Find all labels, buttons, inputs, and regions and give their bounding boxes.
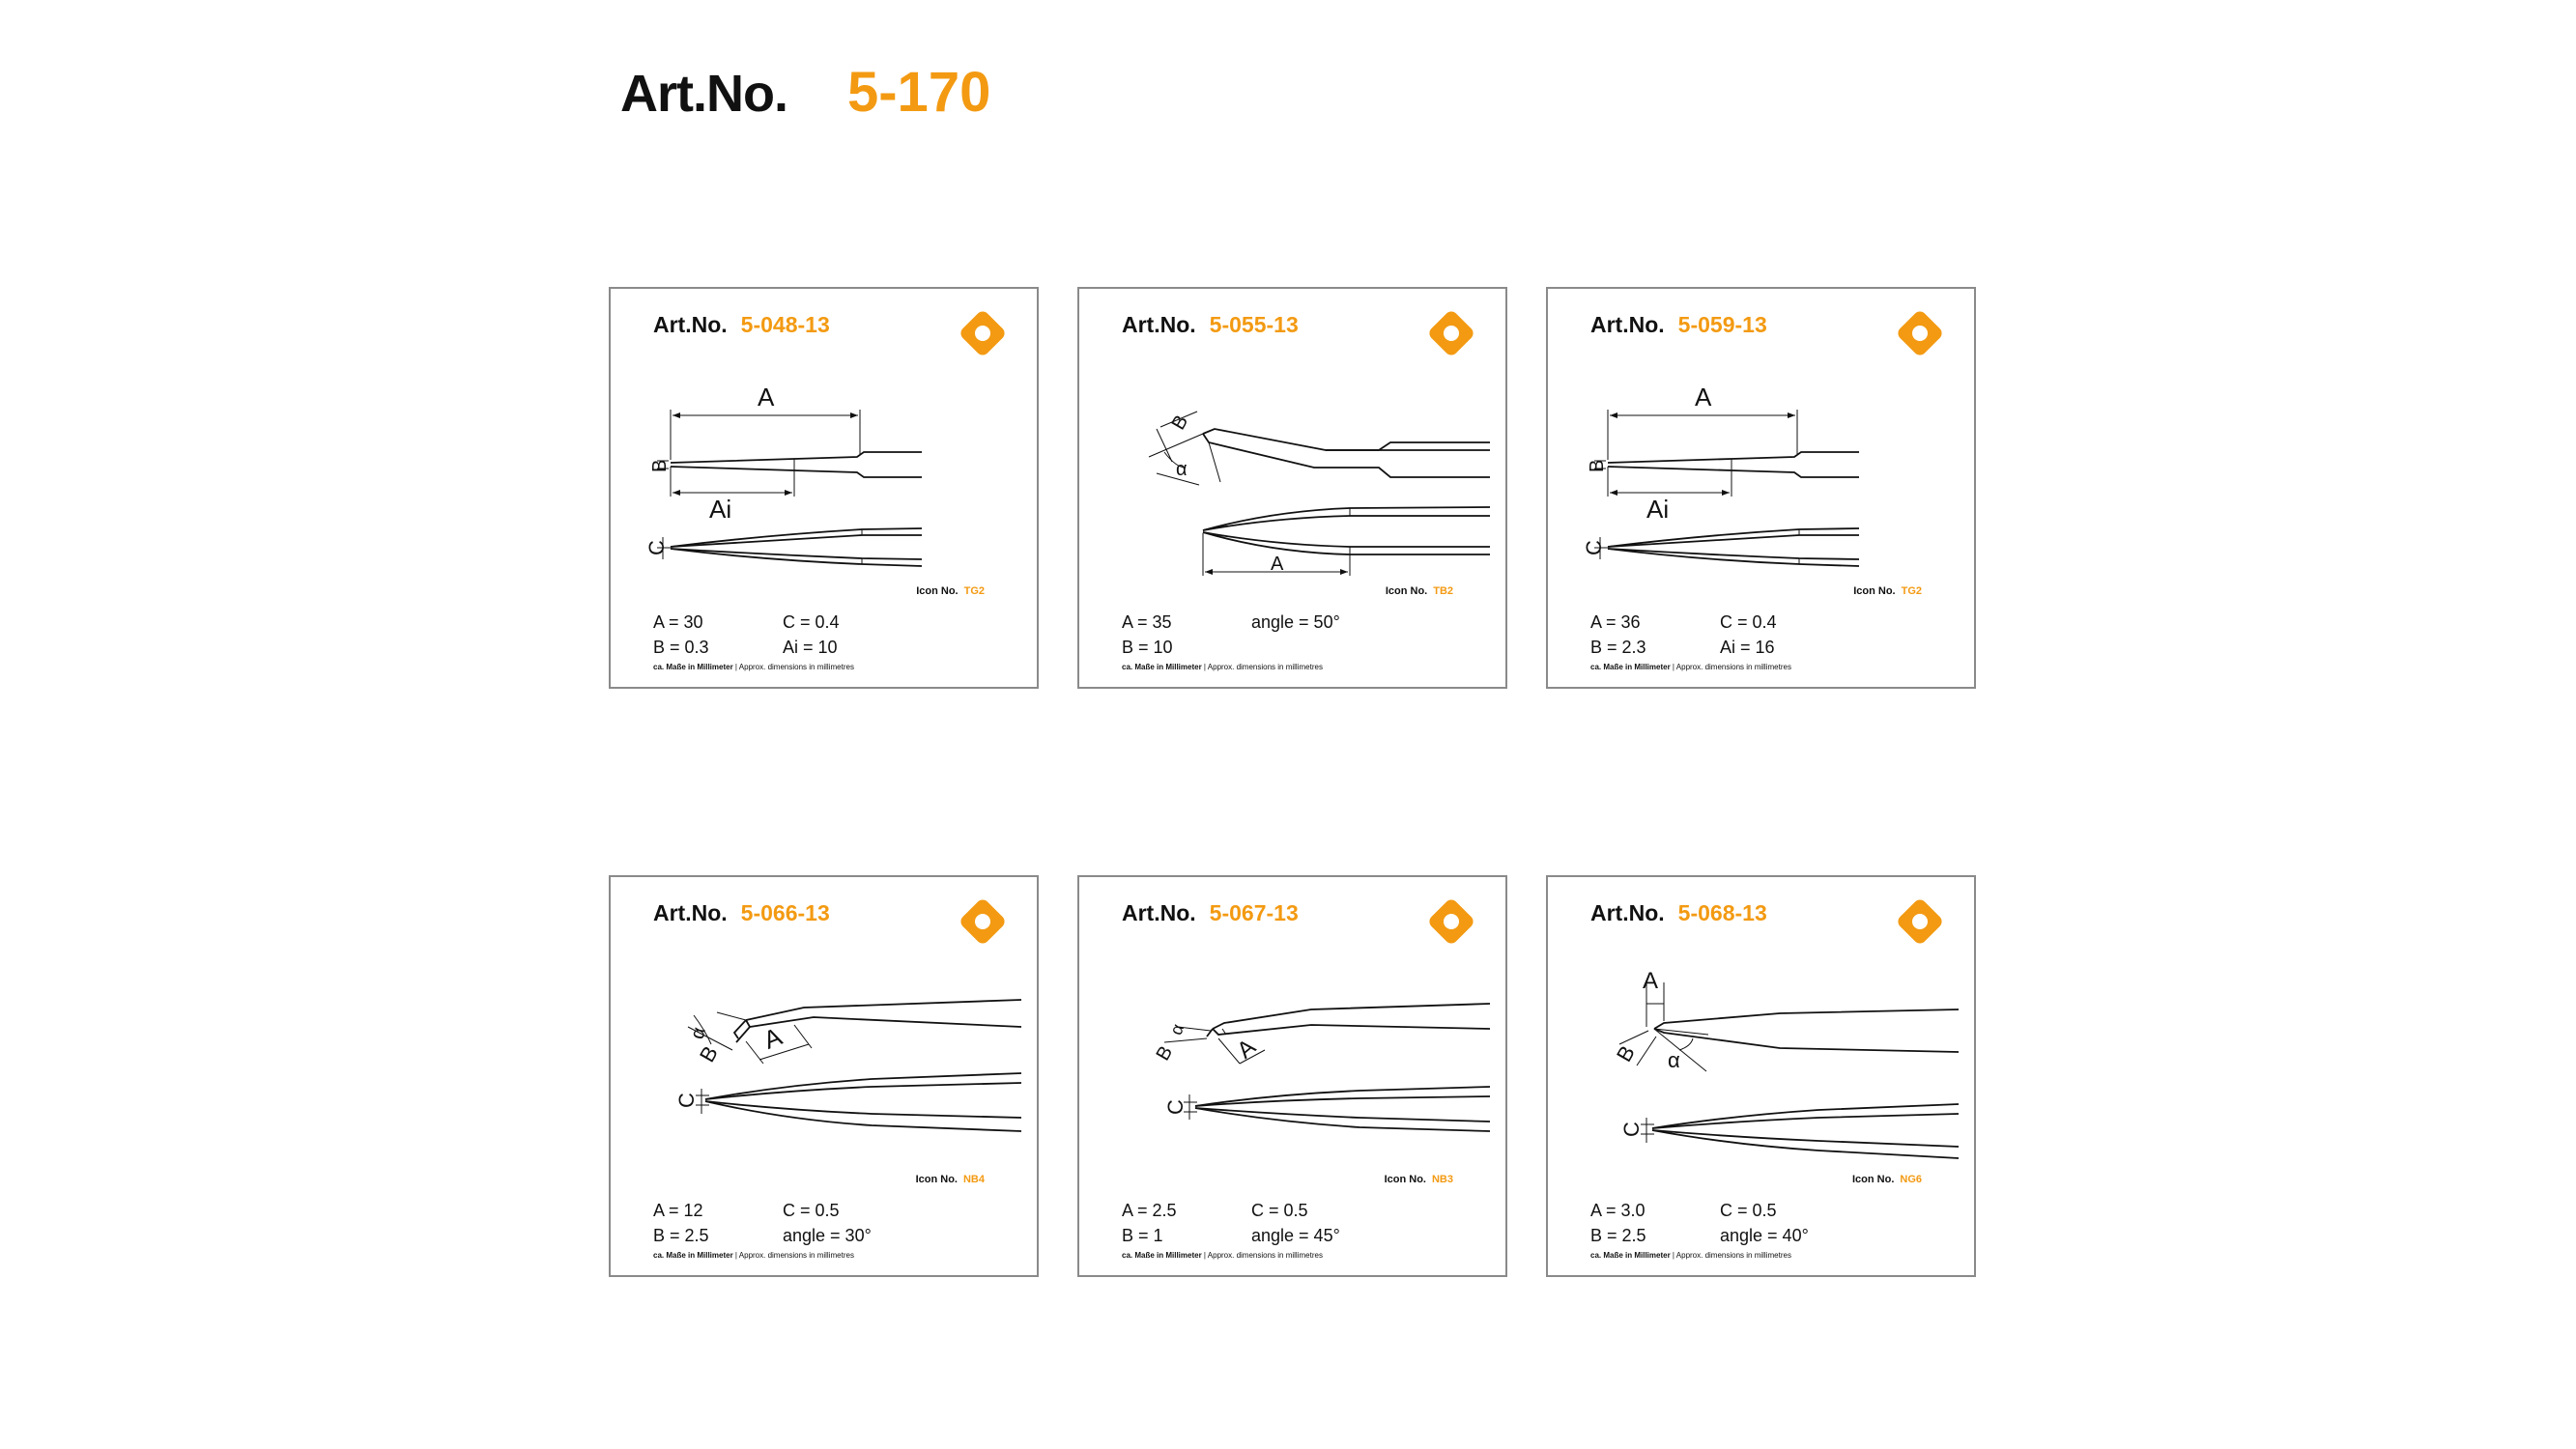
header-article-number: 5-170: [846, 61, 991, 124]
dim-label-A: A: [1232, 1034, 1261, 1065]
spec-value: C = 0.4: [1720, 612, 1777, 632]
spec-value: C = 0.5: [1720, 1201, 1777, 1220]
dim-label-C: C: [1163, 1099, 1188, 1115]
spec-value: C = 0.5: [783, 1201, 840, 1220]
card-article: [1590, 900, 1767, 926]
dim-label-A: A: [758, 1021, 787, 1055]
icon-number: Icon No. TG2: [1853, 585, 1922, 597]
dim-label-C: C: [644, 540, 669, 555]
spec-value: B = 1: [1122, 1226, 1163, 1245]
spec-value: A = 35: [1122, 612, 1172, 632]
spec-value: A = 36: [1590, 612, 1641, 632]
dim-label-C: C: [1582, 540, 1606, 555]
card-art-label: Art.No.: [1122, 900, 1196, 925]
tip-shape-icon: [1895, 308, 1945, 358]
product-card-5-055-13[interactable]: [1077, 287, 1507, 689]
spec-value: B = 10: [1122, 638, 1173, 657]
tweezer-drawing: [649, 959, 1021, 1181]
dim-label-B: B: [1152, 1042, 1178, 1065]
dim-label-B: B: [1587, 459, 1608, 472]
dim-label-A: A: [1643, 968, 1659, 994]
icon-number: Icon No. NB4: [915, 1174, 985, 1185]
card-art-number: 5-066-13: [740, 900, 830, 925]
card-article: [653, 900, 830, 926]
spec-value: angle = 30°: [783, 1226, 872, 1245]
header-label: Art.No.: [620, 65, 787, 123]
card-art-label: Art.No.: [653, 900, 728, 925]
spec-value: angle = 50°: [1251, 612, 1340, 632]
card-art-number: 5-055-13: [1209, 312, 1299, 337]
dim-label-B: B: [1611, 1041, 1640, 1066]
page-header: [620, 60, 990, 128]
product-card-5-066-13[interactable]: [609, 875, 1039, 1277]
dim-label-alpha: α: [686, 1025, 710, 1042]
spec-value: Ai = 10: [783, 638, 838, 657]
card-article: [1122, 900, 1299, 926]
spec-value: angle = 45°: [1251, 1226, 1340, 1245]
card-art-label: Art.No.: [1122, 312, 1196, 337]
spec-value: A = 12: [653, 1201, 703, 1220]
product-card-5-048-13[interactable]: [609, 287, 1039, 689]
spec-value: angle = 40°: [1720, 1226, 1809, 1245]
dim-label-A: A: [758, 383, 775, 412]
tweezer-drawing: [1118, 371, 1490, 593]
card-article: [1590, 312, 1767, 338]
card-article: [1122, 312, 1299, 338]
spec-value: B = 2.5: [1590, 1226, 1646, 1245]
spec-value: A = 30: [653, 612, 703, 632]
icon-number: Icon No. TG2: [916, 585, 985, 597]
spec-value: A = 2.5: [1122, 1201, 1177, 1220]
dim-label-C: C: [674, 1093, 699, 1108]
spec-value: Ai = 16: [1720, 638, 1775, 657]
card-art-label: Art.No.: [1590, 312, 1665, 337]
dim-label-Ai: Ai: [709, 495, 732, 524]
dim-label-alpha: α: [1176, 459, 1188, 480]
product-card-5-068-13[interactable]: [1546, 875, 1976, 1277]
tip-shape-icon: [1426, 896, 1476, 947]
card-art-label: Art.No.: [1590, 900, 1665, 925]
dim-label-B: B: [694, 1041, 723, 1066]
dimensions-note: ca. Maße in Millimeter | Approx. dimensions in millimetres: [1122, 1251, 1323, 1260]
dim-label-B: B: [649, 459, 671, 472]
dim-label-A: A: [1271, 554, 1284, 575]
product-card-5-067-13[interactable]: [1077, 875, 1507, 1277]
tip-shape-icon: [958, 896, 1008, 947]
dim-label-B: B: [1167, 412, 1193, 434]
tweezer-drawing: [1582, 371, 1959, 593]
tweezer-drawing: [1587, 959, 1959, 1181]
spec-value: C = 0.5: [1251, 1201, 1308, 1220]
tweezer-drawing: [1118, 959, 1490, 1181]
card-art-number: 5-067-13: [1209, 900, 1299, 925]
card-art-number: 5-048-13: [740, 312, 830, 337]
dimensions-note: ca. Maße in Millimeter | Approx. dimensions in millimetres: [1122, 663, 1323, 671]
tip-shape-icon: [1895, 896, 1945, 947]
dim-label-A: A: [1695, 383, 1712, 412]
product-card-5-059-13[interactable]: [1546, 287, 1976, 689]
spec-value: B = 2.5: [653, 1226, 709, 1245]
tip-shape-icon: [958, 308, 1008, 358]
card-art-label: Art.No.: [653, 312, 728, 337]
dimensions-note: ca. Maße in Millimeter | Approx. dimensions in millimetres: [653, 1251, 854, 1260]
spec-value: C = 0.4: [783, 612, 840, 632]
dim-label-alpha: α: [1668, 1048, 1680, 1072]
dim-label-alpha: α: [1165, 1021, 1188, 1037]
dim-label-C: C: [1619, 1122, 1644, 1137]
tweezer-drawing: [644, 371, 1021, 593]
dimensions-note: ca. Maße in Millimeter | Approx. dimensions in millimetres: [653, 663, 854, 671]
card-art-number: 5-068-13: [1677, 900, 1767, 925]
dimensions-note: ca. Maße in Millimeter | Approx. dimensions in millimetres: [1590, 1251, 1791, 1260]
spec-value: B = 0.3: [653, 638, 709, 657]
card-art-number: 5-059-13: [1677, 312, 1767, 337]
dim-label-Ai: Ai: [1646, 495, 1670, 524]
dimensions-note: ca. Maße in Millimeter | Approx. dimensions in millimetres: [1590, 663, 1791, 671]
tip-shape-icon: [1426, 308, 1476, 358]
icon-number: Icon No. NG6: [1851, 1174, 1922, 1185]
spec-value: A = 3.0: [1590, 1201, 1646, 1220]
icon-number: Icon No. NB3: [1384, 1174, 1453, 1185]
spec-value: B = 2.3: [1590, 638, 1646, 657]
icon-number: Icon No. TB2: [1385, 585, 1453, 597]
card-article: [653, 312, 830, 338]
